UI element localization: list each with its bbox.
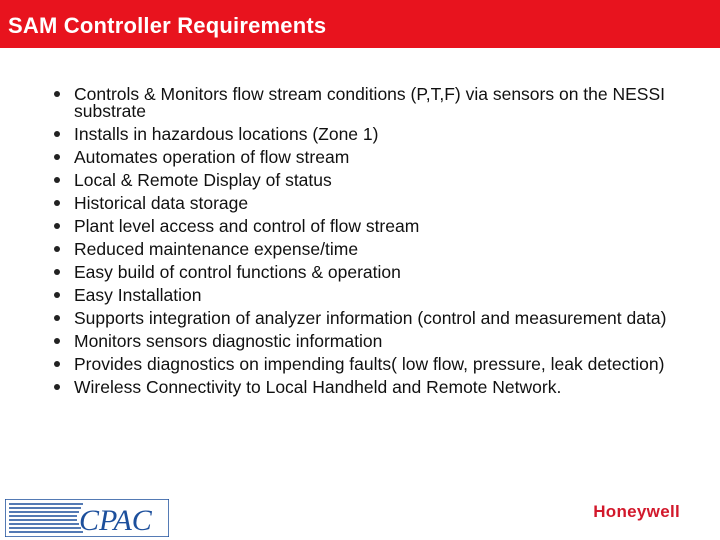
bullet-item <box>54 149 674 166</box>
bullet-item <box>54 86 674 120</box>
cpac-logo <box>5 499 169 537</box>
bullet-text: Supports integration of analyzer information (control and measurement data) <box>74 308 667 328</box>
bullet-item <box>54 310 674 327</box>
bullet-text: Plant level access and control of flow stream <box>74 216 420 236</box>
bullet-text: Local & Remote Display of status <box>74 170 332 190</box>
bullet-item <box>54 264 674 281</box>
bullet-dot-icon <box>54 269 60 275</box>
bullet-dot-icon <box>54 315 60 321</box>
bullet-text: Provides diagnostics on impending faults( low flow, pressure, leak detection) <box>74 354 665 374</box>
title-bar <box>0 0 720 48</box>
bullet-text: Installs in hazardous locations (Zone 1) <box>74 124 379 144</box>
bullet-dot-icon <box>54 91 60 97</box>
bullet-item <box>54 356 674 373</box>
cpac-logo-icon <box>5 499 169 537</box>
bullet-dot-icon <box>54 200 60 206</box>
bullet-text: Easy build of control functions & operation <box>74 262 401 282</box>
bullet-text: Historical data storage <box>74 193 249 213</box>
bullet-item <box>54 379 674 396</box>
honeywell-logo: Honeywell <box>593 502 680 521</box>
bullet-item <box>54 241 674 258</box>
bullet-dot-icon <box>54 223 60 229</box>
bullet-dot-icon <box>54 338 60 344</box>
bullet-item <box>54 172 674 189</box>
bullet-text: Reduced maintenance expense/time <box>74 239 359 259</box>
bullet-item <box>54 126 674 143</box>
bullet-text: Automates operation of flow stream <box>74 147 350 167</box>
bullet-dot-icon <box>54 154 60 160</box>
bullet-item <box>54 287 674 304</box>
bullet-list <box>54 86 674 402</box>
bullet-dot-icon <box>54 177 60 183</box>
bullet-dot-icon <box>54 384 60 390</box>
bullet-text: Controls & Monitors flow stream conditions (P,T,F) via sensors on the NESSI substrate <box>74 84 666 121</box>
bullet-item <box>54 195 674 212</box>
bullet-dot-icon <box>54 361 60 367</box>
bullet-text: Monitors sensors diagnostic information <box>74 331 383 351</box>
slide-title: SAM Controller Requirements <box>8 13 327 38</box>
bullet-text: Easy Installation <box>74 285 202 305</box>
bullet-item <box>54 218 674 235</box>
bullet-item <box>54 333 674 350</box>
bullet-text: Wireless Connectivity to Local Handheld and Remote Network. <box>74 377 562 397</box>
bullet-dot-icon <box>54 246 60 252</box>
bullet-dot-icon <box>54 131 60 137</box>
cpac-logo-text: CPAC <box>79 504 152 537</box>
bullet-dot-icon <box>54 292 60 298</box>
